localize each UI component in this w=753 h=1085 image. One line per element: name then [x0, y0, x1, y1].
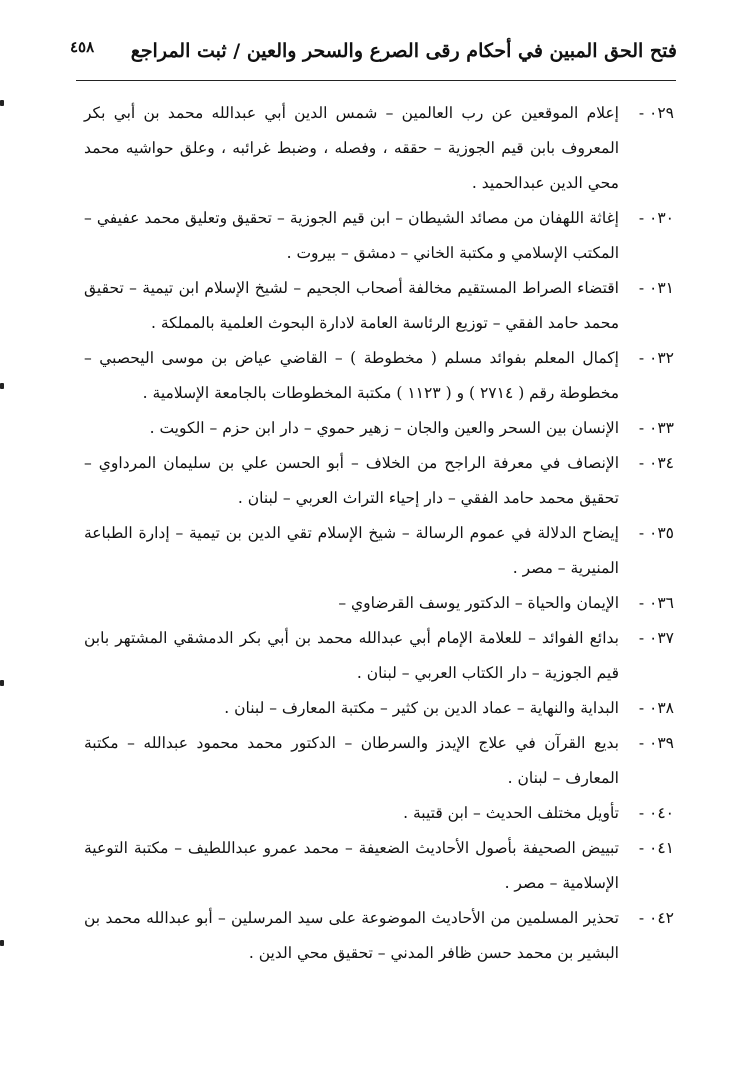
- reference-number: ٠٣٤ -: [638, 454, 674, 472]
- scan-edge-mark: [0, 383, 4, 389]
- reference-text: اقتضاء الصراط المستقيم مخالفة أصحاب الجحيم – لشيخ الإسلام ابن تيمية – تحقيق محمد حامد الفقي – توزيع الرئاسة العامة لادارة البحوث العلمية بالمملكة .: [84, 279, 619, 332]
- reference-text: إعلام الموقعين عن رب العالمين – شمس الدين أبي عبدالله محمد بن أبي بكر المعروف بابن قيم الجوزية – حققه ، وفصله ، وضبط غرائبه ، وعلق حواشيه محمد محي الدين عبدالحميد .: [84, 104, 619, 192]
- page-number: ٤٥٨: [70, 38, 95, 56]
- scan-edge-mark: [0, 680, 4, 686]
- header-divider: [76, 80, 676, 81]
- reference-text: الإيمان والحياة – الدكتور يوسف القرضاوي –: [338, 594, 619, 612]
- references-list: [84, 96, 674, 971]
- reference-entry: [84, 586, 674, 621]
- reference-text: بدائع الفوائد – للعلامة الإمام أبي عبدالله محمد بن أبي بكر الدمشقي المشتهر بابن قيم الجوزية – دار الكتاب العربي – لبنان .: [84, 629, 619, 682]
- reference-number: ٠٣٨ -: [638, 699, 674, 717]
- reference-number: ٠٣٧ -: [638, 629, 674, 647]
- reference-entry: [84, 341, 674, 411]
- reference-entry: [84, 516, 674, 586]
- reference-text: الإنسان بين السحر والعين والجان – زهير حموي – دار ابن حزم – الكويت .: [149, 419, 619, 437]
- reference-number: ٠٤١ -: [638, 839, 674, 857]
- reference-entry: [84, 201, 674, 271]
- reference-number: ٠٣٥ -: [638, 524, 674, 542]
- reference-entry: [84, 446, 674, 516]
- reference-text: بديع القرآن في علاج الإيدز والسرطان – الدكتور محمد محمود عبدالله – مكتبة المعارف – لبنان .: [84, 734, 619, 787]
- reference-number: ٠٣٢ -: [638, 349, 674, 367]
- reference-number: ٠٣١ -: [638, 279, 674, 297]
- reference-text: إيضاح الدلالة في عموم الرسالة – شيخ الإسلام تقي الدين بن تيمية – إدارة الطباعة المنيرية – مصر .: [84, 524, 619, 577]
- reference-number: ٠٣٩ -: [638, 734, 674, 752]
- running-header-title: فتح الحق المبين في أحكام رقى الصرع والسحر والعين / ثبت المراجع: [130, 40, 677, 62]
- reference-number: ٠٣٠ -: [638, 209, 674, 227]
- scan-edge-mark: [0, 940, 4, 946]
- page-header: [70, 34, 677, 74]
- reference-entry: [84, 901, 674, 971]
- reference-entry: [84, 691, 674, 726]
- scan-edge-mark: [0, 100, 4, 106]
- reference-entry: [84, 726, 674, 796]
- reference-entry: [84, 96, 674, 201]
- reference-text: إغاثة اللهفان من مصائد الشيطان – ابن قيم الجوزية – تحقيق وتعليق محمد عفيفي – المكتب الإسلامي و مكتبة الخاني – دمشق – بيروت .: [84, 209, 619, 262]
- reference-number: ٠٤٢ -: [638, 909, 674, 927]
- reference-number: ٠٣٦ -: [638, 594, 674, 612]
- reference-entry: [84, 621, 674, 691]
- reference-number: ٠٣٣ -: [638, 419, 674, 437]
- reference-entry: [84, 796, 674, 831]
- reference-text: تأويل مختلف الحديث – ابن قتيبة .: [403, 804, 619, 822]
- reference-text: إكمال المعلم بفوائد مسلم ( مخطوطة ) – القاضي عياض بن موسى اليحصبي – مخطوطة رقم ( ٢٧١٤ ) و ( ١١٢٣ ) مكتبة المخطوطات بالجامعة الإسلامية .: [84, 349, 619, 402]
- reference-number: ٠٢٩ -: [638, 104, 674, 122]
- reference-text: تبييض الصحيفة بأصول الأحاديث الضعيفة – محمد عمرو عبداللطيف – مكتبة التوعية الإسلامية – مصر .: [84, 839, 619, 892]
- reference-entry: [84, 831, 674, 901]
- reference-entry: [84, 411, 674, 446]
- reference-text: البداية والنهاية – عماد الدين بن كثير – مكتبة المعارف – لبنان .: [224, 699, 619, 717]
- reference-text: الإنصاف في معرفة الراجح من الخلاف – أبو الحسن علي بن سليمان المرداوي – تحقيق محمد حامد الفقي – دار إحياء التراث العربي – لبنان .: [84, 454, 619, 507]
- reference-text: تحذير المسلمين من الأحاديث الموضوعة على سيد المرسلين – أبو عبدالله محمد بن البشير بن محمد حسن ظافر المدني – تحقيق محي الدين .: [84, 909, 619, 962]
- reference-number: ٠٤٠ -: [638, 804, 674, 822]
- reference-entry: [84, 271, 674, 341]
